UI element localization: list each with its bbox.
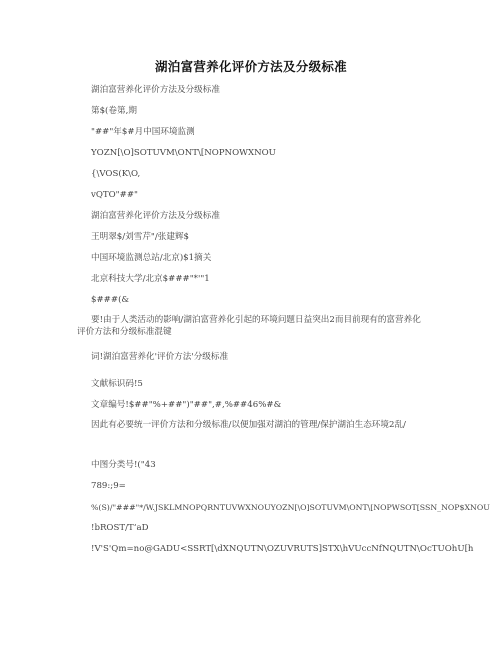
- postcode-line: $###(&: [91, 295, 130, 305]
- code-line-4: !V'S'Qm=no@GADU<SSRT[\dXNQUTN\OZUVRUTS]STX\hVUccNfNQUTN\OcTUOhU[h: [91, 544, 474, 554]
- authors-line: 王明翠$/刘雪芹"/张建辉$: [91, 232, 190, 242]
- affiliation-line-1: 中国环境监测总站/北京)$1摘关: [91, 253, 212, 263]
- document-code-line: 文献标识码!5: [91, 379, 143, 389]
- affiliation-line-2: 北京科技大学/北京$###"*'"1: [91, 274, 210, 284]
- volume-en-line: {\VOS(K\O,: [91, 169, 141, 179]
- journal-line: "##"年$#月中国环境监测: [91, 127, 195, 137]
- abstract-paragraph: 要!由于人类活动的影响/湖泊富营养化引起的环境问题日益突出2而目前现有的富营养化评价方法和分级标准混键: [77, 315, 421, 337]
- code-line-1: 789:;9=: [91, 481, 126, 491]
- header-line: 湖泊富营养化评价方法及分级标准: [91, 85, 220, 95]
- code-line-2: %(S)/"###"*/W.JSKLMNOPQRNTUVWXNOUYOZN[\O]SOTUVM\ONT\[NOPWSOT[SSN_NOP$XNOU: [91, 503, 490, 512]
- volume-line: 第$(卷第,期: [91, 106, 137, 116]
- body-paragraph: 因此有必要统一评价方法和分级标准/以便加强对湖泊的管理/保护湖泊生态环境2乱/: [91, 420, 406, 430]
- journal-en-line: YOZN[\O]SOTUVM\ONT\[NOPNOWXNOU: [91, 148, 276, 158]
- article-title-line: 湖泊富营养化评价方法及分级标准: [91, 211, 220, 221]
- code-line-3: !bROST/T‘aD: [91, 523, 149, 533]
- document-title: 湖泊富营养化评价方法及分级标准: [154, 59, 347, 74]
- classification-line: 中图分类号!("43: [91, 460, 156, 470]
- article-number-line: 文章编号!$##"%+##")"##",#,%##46%#&: [91, 400, 282, 410]
- keywords-line: 词!湖泊富营养化'评价方法'分级标准: [91, 352, 229, 362]
- date-en-line: vQTO"##": [91, 190, 138, 200]
